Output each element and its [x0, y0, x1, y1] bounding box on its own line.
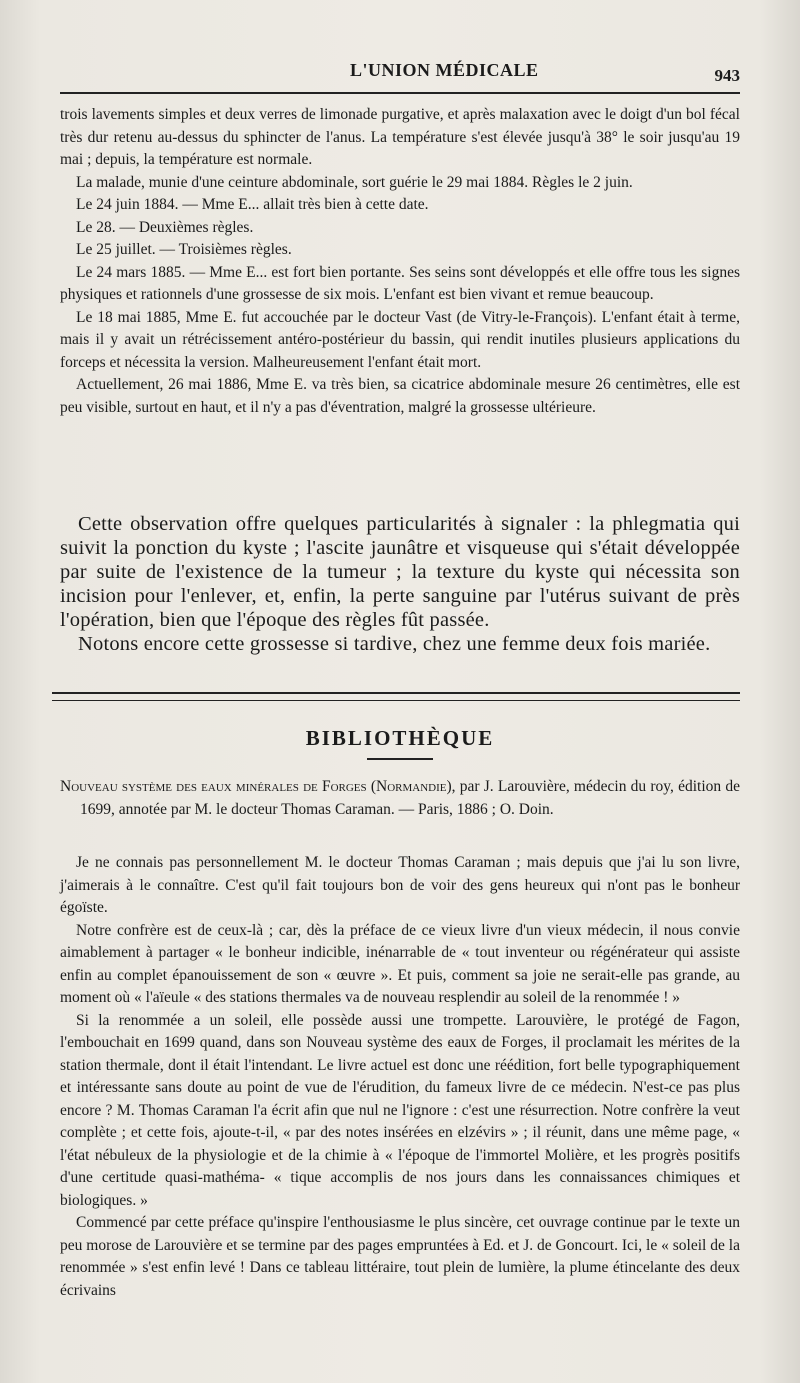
case-paragraph: Actuellement, 26 mai 1886, Mme E. va très bien, sa cicatrice abdominale mesure 26 centimètres, elle est peu visible, surtout en haut, et il n'y a pas d'éventration, malgré la grossesse ultérieure. [60, 376, 740, 416]
review-body [60, 852, 740, 1302]
case-report [60, 104, 740, 419]
review-paragraph: Je ne connais pas personnellement M. le docteur Thomas Caraman ; mais depuis que j'ai lu son livre, j'aimerais à le connaître. C'est qu'il fait toujours bon de voir des gens heureux qui n'ont pas le bonheur égoïste. [60, 854, 740, 916]
case-paragraph: Le 25 juillet. — Troisièmes règles. [76, 241, 292, 258]
observation-summary [60, 512, 740, 656]
running-title: L'UNION MÉDICALE [350, 60, 539, 80]
page-number: 943 [714, 66, 740, 85]
section-heading: BIBLIOTHÈQUE [305, 726, 495, 750]
book-title: Nouveau système des eaux minérales de Forges (Normandie), [60, 778, 456, 795]
case-paragraph: trois lavements simples et deux verres de limonade purgative, et après malaxation avec le doigt d'un bol fécal très dur retenu au-dessus du sphincter de l'anus. La température s'est élevée jusqu'à 38° le soir jusqu'au 19 mai ; depuis, la température est normale. [60, 106, 740, 168]
book-details: par J. Larouvière, médecin du roy, édition de 1699, annotée par M. le docteur Thomas Caraman. — Paris, 1886 ; O. Doin. [80, 778, 740, 818]
page-header [60, 56, 740, 86]
section-divider [52, 692, 740, 701]
observation-paragraph: Notons encore cette grossesse si tardive, chez une femme deux fois mariée. [78, 633, 711, 655]
header-rule [60, 92, 740, 94]
case-paragraph: Le 24 mars 1885. — Mme E... est fort bien portante. Ses seins sont développés et elle offre tous les signes physiques et rationnels d'une grossesse de six mois. L'enfant est bien vivant et remue beaucoup. [60, 263, 740, 303]
observation-paragraph: Cette observation offre quelques particularités à signaler : la phlegmatia qui suivit la ponction du kyste ; l'ascite jaunâtre et visqueuse qui s'était développée par suite de l'existence de la tumeur ; la texture du kyste qui nécessita son incision pour l'enlever, et, enfin, la perte sanguine par l'utérus suivant de près l'opération, bien que l'époque des règles fût passée. [60, 513, 740, 631]
case-paragraph: La malade, munie d'une ceinture abdominale, sort guérie le 29 mai 1884. Règles le 2 juin. [76, 173, 633, 191]
review-paragraph: Commencé par cette préface qu'inspire l'enthousiasme le plus sincère, cet ouvrage continue par le texte un peu morose de Larouvière et se termine par des pages empruntées à Ed. et J. de Goncourt. Ici, le « soleil de la renommée » s'est enfin levé ! Dans ce tableau littéraire, tout plein de lumière, la plume étincelante des deux écrivains [60, 1214, 740, 1299]
review-paragraph: Notre confrère est de ceux-là ; car, dès la préface de ce vieux livre d'un vieux médecin, il nous convie aimablement à partager « le bonheur indicible, inénarrable de « tout inventeur ou régénérateur qui assiste enfin au complet épanouissement de son « œuvre ». Et puis, comment sa joie ne serait-elle pas grande, au moment où « l'aïeule « des stations thermales va de nouveau resplendir au soleil de la renommée ! » [60, 921, 740, 1006]
heading-underline [367, 758, 433, 760]
review-paragraph: Si la renommée a un soleil, elle possède aussi une trompette. Larouvière, le protégé de Fagon, l'embouchait en 1699 quand, dans son Nouveau système des eaux de Forges, il proclamait les mérites de la station thermale, dont il était l'intendant. Le livre actuel est donc une réédition, fort belle typographiquement et intéressante sans doute au point de vue de l'érudition, du fameux livre de ce médecin. N'est-ce pas plus encore ? M. Thomas Caraman l'a écrit afin que nul ne l'ignore : c'est une résurrection. Notre confrère la veut complète ; et cette fois, ajoute-t-il, « par des notes insérées en elzévirs » ; il réunit, dans une même page, « l'état nébuleux de la physiologie et de la chimie à « l'époque de l'immortel Molière, et les progrès positifs d'une certitude quasi-mathéma- « tique accomplis de nos jours dans les connaissances chimiques et biologiques. » [60, 1011, 740, 1209]
book-reference [60, 776, 740, 821]
case-paragraph: Le 18 mai 1885, Mme E. fut accouchée par le docteur Vast (de Vitry-le-François). L'enfant était à terme, mais il y avait un rétrécissement antéro-postérieur du bassin, qui rendit inutiles plusieurs applications du forceps et nécessita la version. Malheureusement l'enfant était mort. [60, 308, 740, 371]
case-paragraph: Le 24 juin 1884. — Mme E... allait très bien à cette date. [76, 196, 429, 213]
case-paragraph: Le 28. — Deuxièmes règles. [76, 218, 254, 236]
